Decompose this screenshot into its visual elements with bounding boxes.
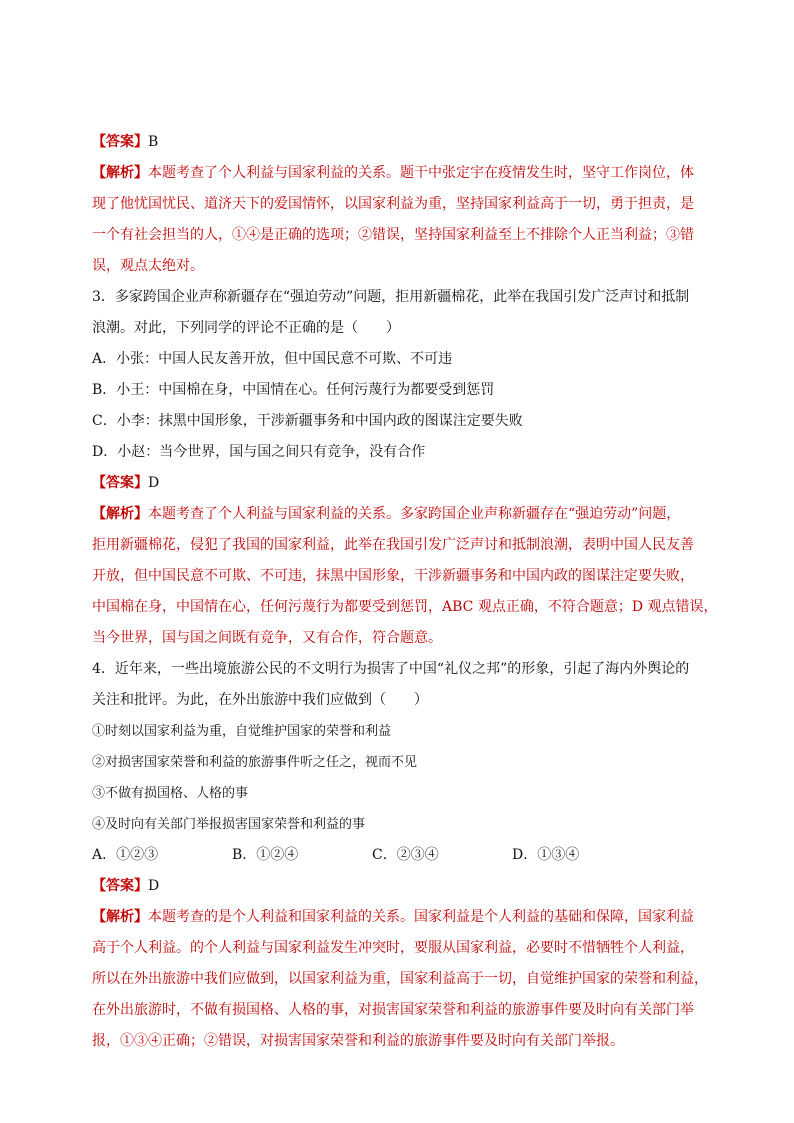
analysis-tag: 【解析】 [92,506,148,522]
analysis-line: 开放，但中国民意不可欺、不可违，抹黑中国形象，干涉新疆事务和中国内政的图谋注定要失败， [92,568,694,584]
question-4-choices [92,840,707,871]
answer-value: D [148,878,160,894]
analysis-line: 报，①③④正确；②错误，对损害国家荣誉和利益的旅游事件要及时向有关部门举报。 [92,1033,624,1049]
answer-tag: 【答案】 [92,878,148,894]
analysis-tag: 【解析】 [92,165,148,181]
document-content [92,127,718,1057]
answer-value: D [148,475,160,491]
question-3-stem: 浪潮。对此，下列同学的评论不正确的是（ ） [92,320,400,336]
question-4-statement: ④及时向有关部门举报损害国家荣誉和利益的事 [92,817,366,832]
choice-b: B．①②④ [232,847,299,863]
choice-d: D．①③④ [512,847,580,863]
analysis-line: 误，观点太绝对。 [92,258,204,274]
analysis-line: 现了他忧国忧民、道济天下的爱国情怀，以国家利益为重，坚持国家利益高于一切，勇于担责，是 [92,196,694,212]
analysis-line: 所以在外出旅游中我们应做到，以国家利益为重，国家利益高于一切，自觉维护国家的荣誉和利益， [92,971,708,987]
choice-a: A．①②③ [92,847,159,863]
question-4-statement: ①时刻以国家利益为重，自觉维护国家的荣誉和利益 [92,724,392,739]
answer-line [92,871,707,902]
choice-c: C．②③④ [372,847,439,863]
analysis-line: 当今世界，国与国之间既有竞争，又有合作，符合题意。 [92,630,442,646]
question-4-stem: 4．近年来，一些出境旅游公民的不文明行为损害了中国“礼仪之邦”的形象，引起了海内外舆论的 [92,661,690,677]
answer-value: B [148,134,159,150]
analysis-line: 【解析】本题考查了个人利益与国家利益的关系。题干中张定宇在疫情发生时，坚守工作岗位，体 [92,165,694,181]
question-3-option-c: C．小李：抹黑中国形象，干涉新疆事务和中国内政的图谋注定要失败 [92,413,523,429]
question-4-statement: ③不做有损国格、人格的事 [92,786,249,801]
question-3-option-b: B．小王：中国棉在身，中国情在心。任何污蔑行为都要受到惩罚 [92,382,495,398]
question-3-option-a: A．小张：中国人民友善开放，但中国民意不可欺、不可违 [92,351,453,367]
analysis-line: 中国棉在身，中国情在心，任何污蔑行为都要受到惩罚，ABC 观点正确，不符合题意；D 观点错误， [92,599,718,615]
analysis-line: 【解析】本题考查的是个人利益和国家利益的关系。国家利益是个人利益的基础和保障，国家利益 [92,909,694,925]
question-4-stem: 关注和批评。为此，在外出旅游中我们应做到（ ） [92,692,428,708]
answer-tag: 【答案】 [92,134,148,150]
answer-line [92,127,707,158]
analysis-line: 【解析】本题考查了个人利益与国家利益的关系。多家跨国企业声称新疆存在“强迫劳动”问题， [92,506,681,522]
question-4-statement: ②对损害国家荣誉和利益的旅游事件听之任之，视而不见 [92,755,418,770]
answer-line [92,468,707,499]
question-3-option-d: D．小赵：当今世界，国与国之间只有竞争，没有合作 [92,444,426,460]
question-3-stem: 3．多家跨国企业声称新疆存在“强迫劳动”问题，拒用新疆棉花，此举在我国引发广泛声讨和抵制 [92,289,690,305]
analysis-line: 拒用新疆棉花，侵犯了我国的国家利益，此举在我国引发广泛声讨和抵制浪潮，表明中国人民友善 [92,537,694,553]
analysis-line: 在外出旅游时，不做有损国格、人格的事，对损害国家荣誉和利益的旅游事件要及时向有关部门举 [92,1002,694,1018]
analysis-line: 一个有社会担当的人，①④是正确的选项；②错误，坚持国家利益至上不排除个人正当利益；③错 [92,227,694,243]
analysis-line: 高于个人利益。的个人利益与国家利益发生冲突时，要服从国家利益，必要时不惜牺牲个人利益， [92,940,694,956]
analysis-tag: 【解析】 [92,909,148,925]
answer-tag: 【答案】 [92,475,148,491]
